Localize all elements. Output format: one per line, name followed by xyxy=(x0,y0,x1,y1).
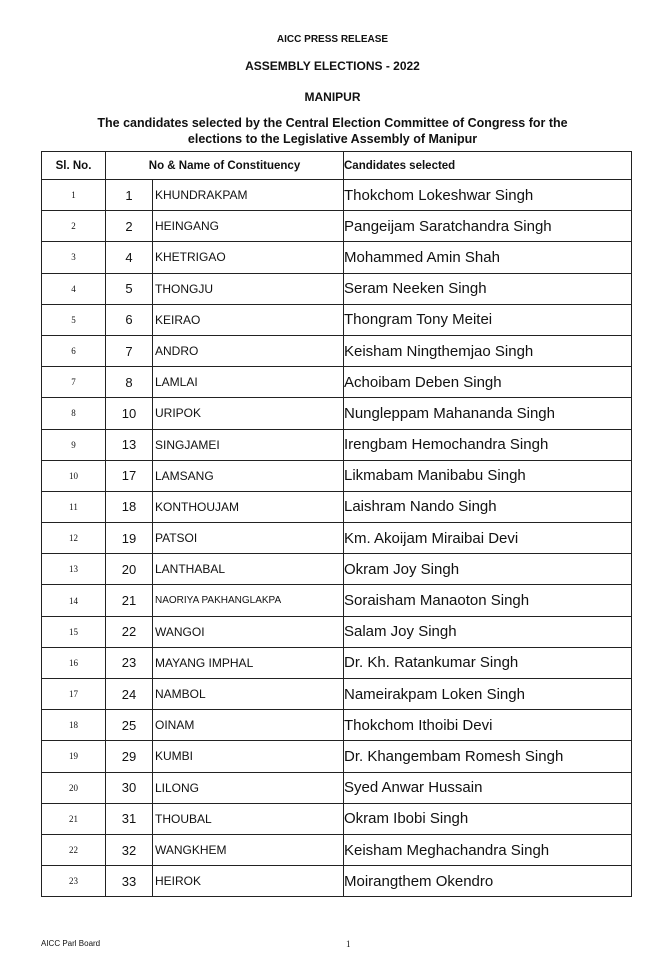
constituency-cell xyxy=(106,398,344,429)
sl-no-cell: 17 xyxy=(42,679,106,710)
table-row xyxy=(42,180,632,211)
candidate-cell: Laishram Nando Singh xyxy=(344,491,632,522)
table-row xyxy=(42,335,632,366)
constituency-cell xyxy=(106,273,344,304)
constituency-name: LAMLAI xyxy=(155,375,198,390)
sl-no-cell: 10 xyxy=(42,460,106,491)
constituency-cell xyxy=(106,367,344,398)
table-row xyxy=(42,741,632,772)
table-row xyxy=(42,679,632,710)
candidate-cell: Thokchom Lokeshwar Singh xyxy=(344,180,632,211)
candidate-cell: Keisham Meghachandra Singh xyxy=(344,834,632,865)
sl-no-cell: 1 xyxy=(42,180,106,211)
constituency-number: 10 xyxy=(106,398,153,428)
constituency-number: 29 xyxy=(106,741,153,771)
page-number: 1 xyxy=(346,939,351,949)
table-header-row xyxy=(42,152,632,180)
constituency-cell xyxy=(106,679,344,710)
candidate-cell: Syed Anwar Hussain xyxy=(344,772,632,803)
table-row xyxy=(42,710,632,741)
constituency-number: 32 xyxy=(106,835,153,865)
constituency-cell xyxy=(106,741,344,772)
constituency-name: WANGKHEM xyxy=(155,843,227,858)
sl-no-cell: 2 xyxy=(42,211,106,242)
sl-no-cell: 14 xyxy=(42,585,106,616)
sl-no-cell: 20 xyxy=(42,772,106,803)
constituency-name: HEINGANG xyxy=(155,219,220,234)
constituency-number: 2 xyxy=(106,211,153,241)
constituency-cell xyxy=(106,616,344,647)
table-row xyxy=(42,460,632,491)
constituency-number: 1 xyxy=(106,180,153,210)
sl-no-cell: 3 xyxy=(42,242,106,273)
candidate-cell: Dr. Khangembam Romesh Singh xyxy=(344,741,632,772)
candidate-cell: Seram Neeken Singh xyxy=(344,273,632,304)
sl-no-cell: 9 xyxy=(42,429,106,460)
constituency-cell xyxy=(106,554,344,585)
constituency-name: NAORIYA PAKHANGLAKPA xyxy=(155,595,282,607)
constituency-name: WANGOI xyxy=(155,624,205,639)
intro-text xyxy=(0,115,665,147)
candidate-cell: Nungleppam Mahananda Singh xyxy=(344,398,632,429)
constituency-cell xyxy=(106,242,344,273)
constituency-number: 21 xyxy=(106,585,153,615)
constituency-cell xyxy=(106,585,344,616)
constituency-cell xyxy=(106,710,344,741)
constituency-cell xyxy=(106,460,344,491)
constituency-number: 18 xyxy=(106,492,153,522)
constituency-number: 30 xyxy=(106,773,153,803)
constituency-cell xyxy=(106,429,344,460)
constituency-name: KEIRAO xyxy=(155,312,201,327)
table-row xyxy=(42,772,632,803)
candidate-cell: Okram Ibobi Singh xyxy=(344,803,632,834)
constituency-number: 4 xyxy=(106,242,153,272)
constituency-cell xyxy=(106,491,344,522)
intro-line-2: elections to the Legislative Assembly of Manipur xyxy=(187,132,478,146)
constituency-number: 33 xyxy=(106,866,153,896)
sl-no-cell: 11 xyxy=(42,491,106,522)
constituency-name: KHETRIGAO xyxy=(155,250,226,265)
candidate-cell: Mohammed Amin Shah xyxy=(344,242,632,273)
constituency-name: PATSOI xyxy=(155,531,198,546)
constituency-name: URIPOK xyxy=(155,406,202,421)
table-row xyxy=(42,491,632,522)
sl-no-cell: 8 xyxy=(42,398,106,429)
candidate-cell: Thongram Tony Meitei xyxy=(344,304,632,335)
table-row xyxy=(42,429,632,460)
table-row xyxy=(42,554,632,585)
table-row xyxy=(42,273,632,304)
press-release-label: AICC PRESS RELEASE xyxy=(276,34,389,45)
sl-no-cell: 21 xyxy=(42,803,106,834)
candidate-cell: Irengbam Hemochandra Singh xyxy=(344,429,632,460)
sl-no-cell: 22 xyxy=(42,834,106,865)
candidate-cell: Km. Akoijam Miraibai Devi xyxy=(344,523,632,554)
constituency-cell xyxy=(106,834,344,865)
constituency-cell xyxy=(106,180,344,211)
state-heading: MANIPUR xyxy=(304,90,361,104)
candidate-cell: Salam Joy Singh xyxy=(344,616,632,647)
constituency-name: KONTHOUJAM xyxy=(155,499,239,514)
sl-no-cell: 5 xyxy=(42,304,106,335)
footer-label: AICC Parl Board xyxy=(41,939,101,948)
candidate-cell: Moirangthem Okendro xyxy=(344,866,632,897)
constituency-cell xyxy=(106,335,344,366)
constituency-cell xyxy=(106,523,344,554)
constituency-cell xyxy=(106,647,344,678)
constituency-number: 20 xyxy=(106,554,153,584)
candidate-cell: Dr. Kh. Ratankumar Singh xyxy=(344,647,632,678)
constituency-cell xyxy=(106,803,344,834)
table-row xyxy=(42,367,632,398)
sl-no-cell: 16 xyxy=(42,647,106,678)
constituency-name: MAYANG IMPHAL xyxy=(155,655,254,670)
sl-no-cell: 4 xyxy=(42,273,106,304)
sl-no-cell: 12 xyxy=(42,523,106,554)
constituency-number: 13 xyxy=(106,430,153,460)
constituency-number: 25 xyxy=(106,710,153,740)
intro-line-1: The candidates selected by the Central Election Committee of Congress for the xyxy=(97,116,568,130)
table-row xyxy=(42,803,632,834)
header-candidate: Candidates selected xyxy=(344,152,632,180)
constituency-cell xyxy=(106,304,344,335)
sl-no-cell: 19 xyxy=(42,741,106,772)
candidate-cell: Thokchom Ithoibi Devi xyxy=(344,710,632,741)
constituency-name: SINGJAMEI xyxy=(155,437,220,452)
sl-no-cell: 15 xyxy=(42,616,106,647)
table-row xyxy=(42,398,632,429)
constituency-name: LILONG xyxy=(155,780,200,795)
constituency-number: 22 xyxy=(106,617,153,647)
candidate-cell: Likmabam Manibabu Singh xyxy=(344,460,632,491)
candidates-table xyxy=(41,151,632,897)
constituency-number: 5 xyxy=(106,274,153,304)
candidate-cell: Pangeijam Saratchandra Singh xyxy=(344,211,632,242)
table-row xyxy=(42,834,632,865)
table-row xyxy=(42,242,632,273)
constituency-cell xyxy=(106,211,344,242)
constituency-name: THONGJU xyxy=(155,281,213,296)
constituency-name: LAMSANG xyxy=(155,468,214,483)
constituency-name: OINAM xyxy=(155,718,195,733)
header-sl-no: Sl. No. xyxy=(42,152,106,180)
sl-no-cell: 18 xyxy=(42,710,106,741)
constituency-name: KUMBI xyxy=(155,749,194,764)
constituency-name: KHUNDRAKPAM xyxy=(155,188,248,203)
constituency-name: NAMBOL xyxy=(155,687,206,702)
constituency-cell xyxy=(106,866,344,897)
constituency-name: THOUBAL xyxy=(155,811,212,826)
candidate-cell: Soraisham Manaoton Singh xyxy=(344,585,632,616)
constituency-number: 23 xyxy=(106,648,153,678)
constituency-number: 6 xyxy=(106,305,153,335)
constituency-name: LANTHABAL xyxy=(155,562,226,577)
header-constituency: No & Name of Constituency xyxy=(106,152,344,180)
table-row xyxy=(42,866,632,897)
candidate-cell: Okram Joy Singh xyxy=(344,554,632,585)
constituency-number: 17 xyxy=(106,461,153,491)
constituency-number: 8 xyxy=(106,367,153,397)
constituency-number: 24 xyxy=(106,679,153,709)
constituency-name: HEIROK xyxy=(155,874,202,889)
sl-no-cell: 6 xyxy=(42,335,106,366)
table-row xyxy=(42,647,632,678)
sl-no-cell: 23 xyxy=(42,866,106,897)
table-row xyxy=(42,585,632,616)
table-row xyxy=(42,304,632,335)
candidate-cell: Nameirakpam Loken Singh xyxy=(344,679,632,710)
constituency-cell xyxy=(106,772,344,803)
constituency-number: 7 xyxy=(106,336,153,366)
document-title: ASSEMBLY ELECTIONS - 2022 xyxy=(245,59,420,73)
constituency-number: 31 xyxy=(106,804,153,834)
table-row xyxy=(42,616,632,647)
candidate-cell: Keisham Ningthemjao Singh xyxy=(344,335,632,366)
sl-no-cell: 13 xyxy=(42,554,106,585)
sl-no-cell: 7 xyxy=(42,367,106,398)
table-row xyxy=(42,211,632,242)
table-body xyxy=(42,180,632,897)
constituency-name: ANDRO xyxy=(155,344,199,359)
candidate-cell: Achoibam Deben Singh xyxy=(344,367,632,398)
constituency-number: 19 xyxy=(106,523,153,553)
table-row xyxy=(42,523,632,554)
